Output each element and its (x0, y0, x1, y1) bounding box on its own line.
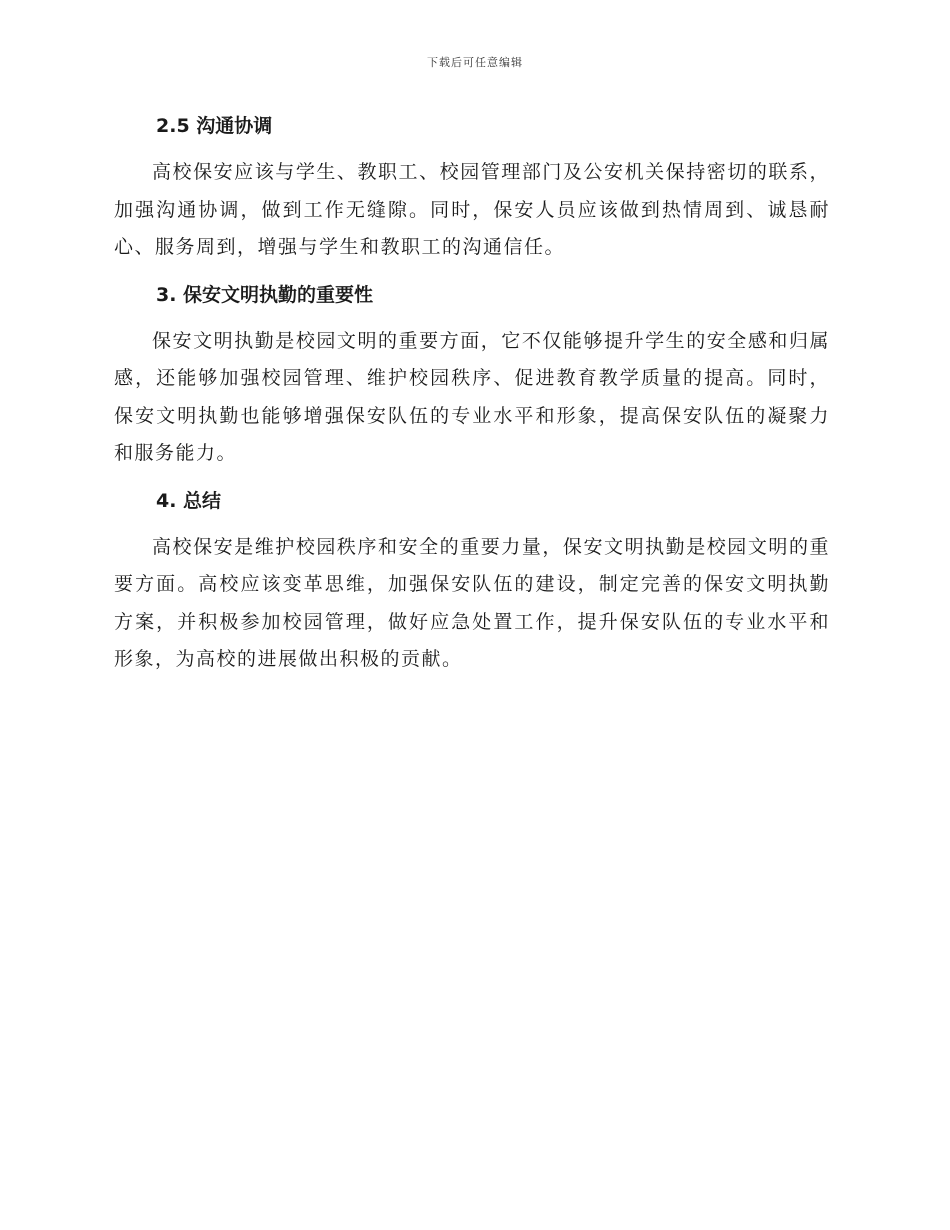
section-paragraph: 高校保安应该与学生、教职工、校园管理部门及公安机关保持密切的联系，加强沟通协调，做到工作无缝隙。同时，保安人员应该做到热情周到、诚恳耐心、服务周到，增强与学生和教职工的沟通信任。 (114, 161, 830, 258)
section-heading: 3. 保安文明执勤的重要性 (156, 283, 374, 306)
section-heading: 2.5 沟通协调 (156, 115, 273, 137)
document-body (114, 112, 830, 693)
page-header: 下载后可任意编辑 (427, 56, 523, 69)
section-paragraph: 高校保安是维护校园秩序和安全的重要力量，保安文明执勤是校园文明的重要方面。高校应该变革思维，加强保安队伍的建设，制定完善的保安文明执勤方案，并积极参加校园管理，做好应急处置工作，提升保安队伍的专业水平和形象，为高校的进展做出积极的贡献。 (114, 535, 830, 670)
section-summary (114, 487, 830, 679)
section-communication (114, 112, 830, 267)
section-heading: 4. 总结 (156, 489, 222, 512)
section-paragraph: 保安文明执勤是校园文明的重要方面，它不仅能够提升学生的安全感和归属感，还能够加强校园管理、维护校园秩序、促进教育教学质量的提高。同时，保安文明执勤也能够增强保安队伍的专业水平和形象，提高保安队伍的凝聚力和服务能力。 (114, 329, 830, 464)
section-importance (114, 281, 830, 473)
